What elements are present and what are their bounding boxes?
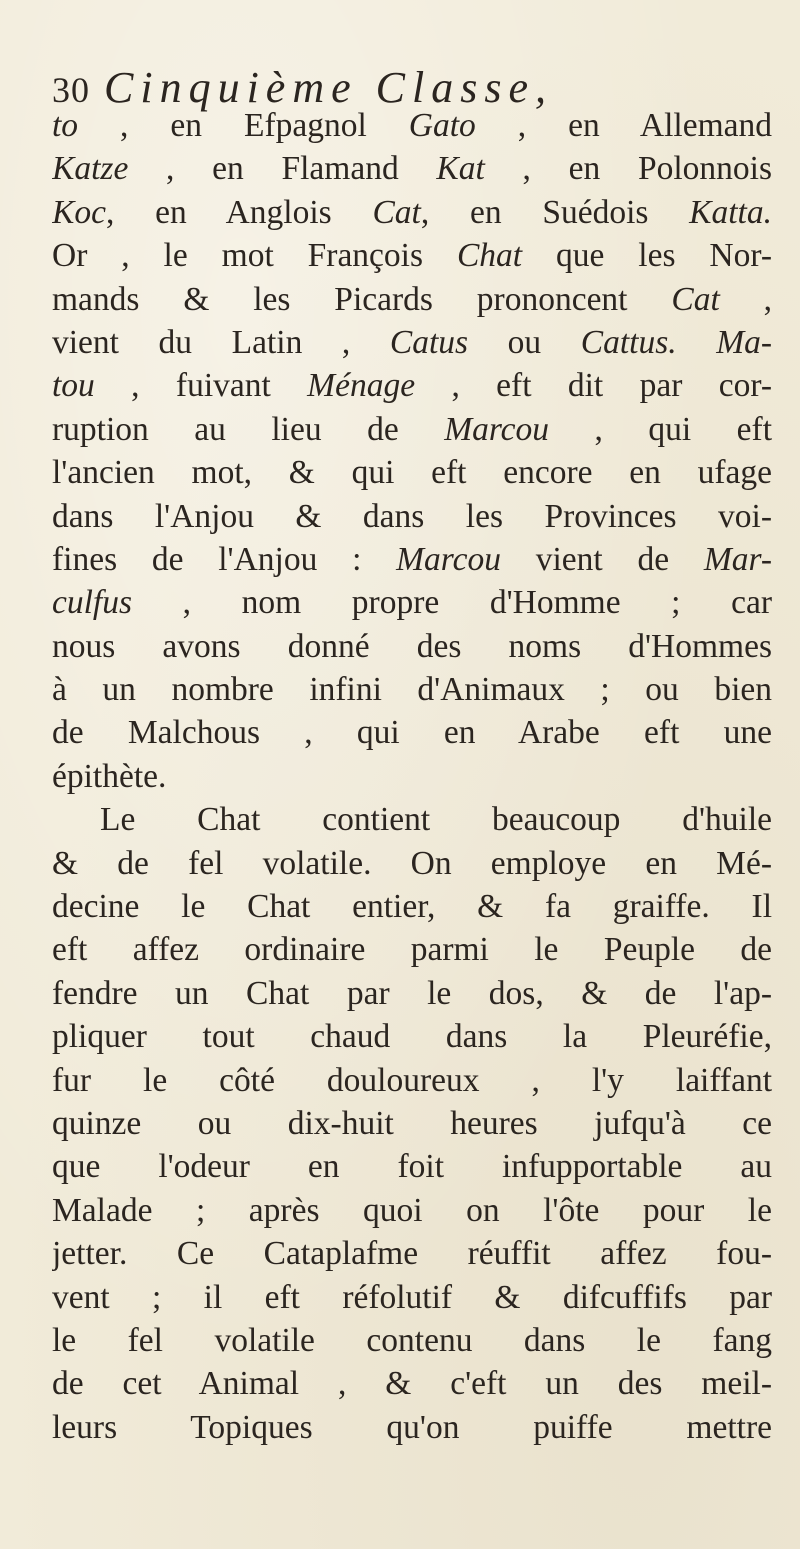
text-run: Or , le mot François: [52, 237, 457, 275]
text-run: , en Anglois: [105, 193, 373, 231]
text-run: , en Allemand: [475, 107, 772, 144]
italic-word: Marcou: [396, 540, 501, 578]
text-line: [52, 147, 772, 190]
text-line: [52, 842, 772, 885]
text-line: [52, 1102, 772, 1145]
text-line: [52, 1189, 772, 1232]
text-line: [52, 1362, 772, 1405]
text-run: fur le côté douloureux , l'y laiffant: [52, 1061, 772, 1099]
text-line: [52, 625, 772, 668]
text-run: & de fel volatile. On employe en Mé-: [52, 844, 772, 882]
text-run: , eft dit par cor-: [415, 367, 772, 405]
text-line: [52, 1276, 772, 1319]
text-line: [52, 278, 772, 321]
text-run: , nom propre d'Homme ; car: [132, 584, 772, 622]
text-line: [52, 104, 772, 147]
running-title: Cinquième Classe,: [104, 63, 553, 112]
italic-word: Marcou: [444, 410, 550, 448]
text-run: leurs Topiques qu'on puiffe mettre: [52, 1408, 772, 1446]
text-line: [52, 798, 772, 841]
italic-word: Gato: [408, 107, 476, 144]
text-line: [52, 711, 772, 754]
text-run: à un nombre infini d'Animaux ; ou bien: [52, 671, 772, 709]
text-run: que les Nor-: [522, 237, 772, 275]
text-line: [52, 191, 772, 234]
italic-word: Cat: [671, 280, 720, 318]
text-line: [52, 928, 772, 971]
text-run: vient du Latin ,: [52, 323, 390, 361]
italic-word: Catus: [389, 323, 469, 361]
text-run: nous avons donné des noms d'Hommes: [52, 627, 772, 665]
text-run: fendre un Chat par le dos, & de l'ap-: [52, 974, 772, 1012]
text-run: de cet Animal , & c'eft un des meil-: [52, 1365, 772, 1403]
italic-word: Katze: [52, 150, 129, 188]
text-run: de Malchous , qui en Arabe eft une: [52, 714, 772, 752]
text-line: [52, 972, 772, 1015]
text-line: [52, 581, 772, 624]
text-run: eft affez ordinaire parmi le Peuple de: [52, 931, 772, 969]
text-line: [52, 538, 772, 581]
text-line: [52, 755, 772, 798]
text-run: Le Chat contient beaucoup d'huile: [100, 801, 772, 839]
text-run: vient de: [500, 540, 704, 578]
italic-word: Mar-: [703, 540, 772, 578]
italic-word: culfus: [52, 584, 133, 622]
text-run: , en Efpagnol: [78, 107, 409, 144]
text-run: Malade ; après quoi on l'ôte pour le: [52, 1191, 772, 1229]
text-run: ruption au lieu de: [52, 410, 445, 448]
text-run: , en Flamand: [128, 150, 437, 188]
text-line: [52, 1406, 772, 1449]
italic-word: Cat: [372, 193, 421, 231]
body-text: [52, 104, 772, 1449]
text-run: , fuivant: [94, 367, 308, 405]
text-run: , en Polonnois: [484, 150, 772, 188]
text-run: dans l'Anjou & dans les Provinces voi-: [52, 497, 772, 535]
text-line: [52, 408, 772, 451]
text-line: [52, 495, 772, 538]
text-run: vent ; il eft réfolutif & difcuffifs par: [52, 1278, 772, 1316]
text-run: pliquer tout chaud dans la Pleuréfie,: [52, 1018, 772, 1056]
text-run: que l'odeur en foit infupportable au: [52, 1148, 772, 1186]
text-line: [52, 451, 772, 494]
text-run: quinze ou dix-huit heures jufqu'à ce: [52, 1104, 772, 1142]
text-run: decine le Chat entier, & fa graiffe. Il: [52, 888, 772, 926]
italic-word: Ménage: [307, 367, 416, 405]
text-line: [52, 1145, 772, 1188]
italic-word: Kat: [436, 150, 485, 188]
text-line: [52, 364, 772, 407]
text-line: [52, 321, 772, 364]
italic-word: Ma-: [716, 323, 772, 361]
text-run: ,: [719, 280, 772, 318]
text-run: ou: [468, 323, 581, 361]
text-line: [52, 1015, 772, 1058]
italic-word: Chat: [456, 237, 523, 275]
text-run: , qui eft: [549, 410, 772, 448]
text-run: l'ancien mot, & qui eft encore en ufage: [52, 454, 772, 492]
text-run: le fel volatile contenu dans le fang: [52, 1321, 772, 1359]
text-run: fines de l'Anjou :: [52, 540, 397, 578]
text-run: épithète.: [52, 757, 167, 795]
text-run: jetter. Ce Cataplafme réuffit affez fou-: [52, 1235, 772, 1273]
text-line: [52, 668, 772, 711]
italic-word: tou: [52, 367, 95, 405]
page-number: 30: [52, 70, 90, 110]
text-line: [52, 1319, 772, 1362]
text-run: [677, 324, 717, 361]
italic-word: Koc: [52, 193, 106, 231]
text-line: [52, 1232, 772, 1275]
text-line: [52, 885, 772, 928]
italic-word: to: [52, 107, 79, 144]
italic-word: Cattus.: [580, 323, 677, 361]
italic-word: Katta.: [689, 193, 772, 231]
text-line: [52, 234, 772, 277]
text-run: mands & les Picards prononcent: [52, 280, 672, 318]
text-line: [52, 1059, 772, 1102]
text-run: , en Suédois: [420, 193, 690, 231]
